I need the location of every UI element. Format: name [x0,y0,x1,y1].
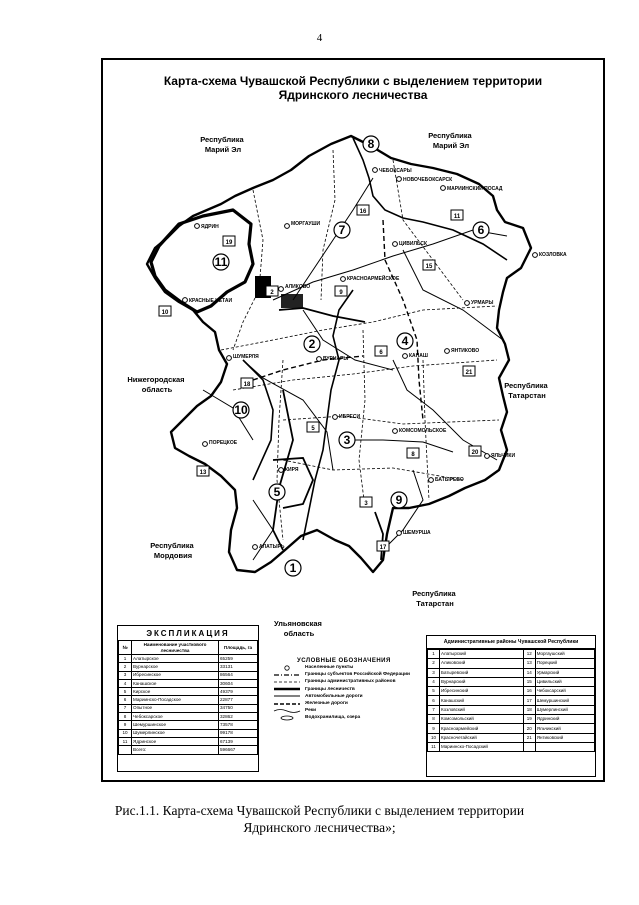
svg-text:5: 5 [273,485,281,499]
forestry-number-2 [304,336,320,352]
svg-text:9: 9 [395,493,403,507]
svg-text:3: 3 [364,501,368,507]
svg-text:20: 20 [471,450,479,456]
legend-item: Водохранилища, озера [273,714,421,721]
forestry-number-3 [339,432,355,448]
town-label: ШЕМУРША [403,530,431,536]
svg-text:21: 21 [465,370,473,376]
district-number-9 [335,286,347,296]
legend-item: Железные дороги [273,700,421,707]
svg-text:10: 10 [161,310,169,316]
svg-text:6: 6 [477,223,485,237]
federal-border-line-icon [273,672,301,678]
map-frame [101,58,605,782]
table-row: 3 Батыревский 14 Урмарский [428,668,595,677]
town-label: ИБРЕСИ [339,414,361,420]
figure-caption [0,802,639,836]
district-number-20 [469,446,481,456]
town-label: МОРГАУШИ [291,221,321,227]
svg-text:2: 2 [308,337,316,351]
table-row: 4 Канашское 30604 [119,679,258,687]
table-row: 8 Чебоксарское 32862 [119,713,258,721]
district-number-3 [360,497,372,507]
table-total-row: Всего: 596667 [119,746,258,754]
district-border-line-icon [273,679,301,685]
table-row: 11 Мариинско-Посадский [428,742,595,751]
railways [253,220,423,420]
table-row: 1 Алатырский 12 Моргаушский [428,650,595,659]
town-label: ПОРЕЦКОЕ [209,440,238,446]
table-row: 8 Комсомольский 19 Ядринский [428,715,595,724]
svg-text:19: 19 [225,240,233,246]
town-label: АЛИКОВО [285,284,311,290]
district-number-17 [377,541,389,551]
district-number-5 [307,422,319,432]
svg-text:15: 15 [425,264,433,270]
admin-districts-grid [427,649,595,752]
table-row: 1 Алатырское 65259 [119,655,258,663]
svg-text:9: 9 [339,290,343,296]
forestry-number-4 [397,333,413,349]
explication-table [117,625,259,772]
col-header: Площадь, га [219,641,258,655]
rivers [243,138,507,540]
svg-text:5: 5 [311,426,315,432]
legend-item: Границы административных районов [273,678,421,685]
col-header: № [119,641,132,655]
forestry-boundaries [273,308,383,560]
table-row: 5 Кирское 49379 [119,688,258,696]
lake-symbol-icon [273,715,301,721]
table-row: 2 Вурнарское 33131 [119,663,258,671]
admin-districts-table [426,635,596,777]
table-row: 5 Ибресинский 16 Чебоксарский [428,687,595,696]
town-label: ВУРНАРЫ [323,356,349,362]
page-number: 4 [316,32,323,44]
explication-title: ЭКСПЛИКАЦИЯ [146,629,230,638]
district-number-16 [357,205,369,215]
svg-text:13: 13 [199,470,207,476]
table-row: 4 Вурнарский 15 Цивильский [428,677,595,686]
label-nizhny-novgorod: Нижегородская область [127,375,185,394]
table-row: 7 Опытное 34750 [119,704,258,712]
town-label: ЯДРИН [201,224,219,230]
district-number-21 [463,366,475,376]
forestry-number-1 [285,560,301,576]
table-row: 3 Ибресинское 86564 [119,671,258,679]
svg-text:10: 10 [234,403,248,417]
town-label: УРМАРЫ [471,300,494,306]
label-mari-el-right: Республика Марий Эл [428,131,472,150]
label-ulyanovsk: Ульяновская область [273,619,322,638]
svg-text:1: 1 [289,561,297,575]
town-label: КОМСОМОЛЬСКОЕ [399,428,447,434]
district-number-6 [375,346,387,356]
svg-text:8: 8 [411,452,415,458]
svg-text:7: 7 [338,223,346,237]
river-line-icon [273,708,301,714]
town-label: МАРИИНСКИЙ ПОСАД [447,186,503,192]
town-label: АЛАТЫРЬ [259,544,285,550]
district-number-13 [197,466,209,476]
map-legend [273,658,421,748]
table-row: 11 Ядринское 67139 [119,737,258,745]
caption-line1: Рис.1.1. Карта-схема Чувашской Республики с выделением территории [114,803,525,818]
town-label: ЧЕБОКСАРЫ [379,168,412,174]
table-row: 9 Шемуршинское 73578 [119,721,258,729]
railway-line-icon [273,701,301,707]
town-label: ШУМЕРЛЯ [233,354,259,360]
explication-grid [118,640,258,755]
table-row: 6 Мариинско-Посадское 22877 [119,696,258,704]
town-label: БАТЫРЕВО [435,477,464,483]
forestry-number-7 [334,222,350,238]
forestry-border-line-icon [273,686,301,692]
town-label: КОЗЛОВКА [539,252,567,258]
legend-item: Границы лесничеств [273,686,421,693]
legend-item: Автомобильные дороги [273,693,421,700]
map-title-line1: Карта-схема Чувашской Республики с выделением территории [163,74,543,88]
table-row: 9 Красноармейский 20 Яльчикский [428,724,595,733]
legend-title: УСЛОВНЫЕ ОБОЗНАЧЕНИЯ [297,658,391,664]
svg-text:11: 11 [453,214,461,220]
svg-text:11: 11 [214,255,228,269]
svg-text:16: 16 [359,209,367,215]
town-label: ЦИВИЛЬСК [399,241,428,247]
svg-text:8: 8 [367,137,375,151]
table-row: 2 Аликовский 13 Порецкий [428,659,595,668]
legend-item: Населенные пункты [273,664,421,671]
district-number-15 [423,260,435,270]
label-mari-el-left: Республика Марий Эл [200,135,244,154]
table-row: 7 Козловский 18 Шумерлинский [428,705,595,714]
district-number-11 [451,210,463,220]
district-number-19 [223,236,235,246]
table-row: 10 Шумерлинское 99178 [119,729,258,737]
svg-text:3: 3 [343,433,351,447]
label-tatarstan-bottom: Республика Татарстан [412,589,456,608]
svg-text:2: 2 [270,290,274,296]
svg-text:4: 4 [401,334,409,348]
town-label: КАНАШ [409,353,428,359]
table-row: 10 Красночетайский 21 Янтиковский [428,733,595,742]
legend-item: Границы субъектов Российской Федерации [273,671,421,678]
svg-text:6: 6 [379,350,383,356]
forestry-number-5 [269,484,285,500]
district-number-8 [407,448,419,458]
town-label: КРАСНЫЕ ЧЕТАИ [189,298,233,304]
map-title-line2: Ядринского лесничества [278,88,428,102]
forestry-number-11 [213,254,229,270]
town-label: ЯНТИКОВО [451,348,480,354]
district-number-18 [241,378,253,388]
district-number-10 [159,306,171,316]
settlement-symbol-icon [273,665,301,671]
district-number-2 [266,286,278,296]
col-header: Наименование участкового лесничества [132,641,219,655]
republic-outline [147,136,531,572]
svg-text:17: 17 [379,545,387,551]
town-label: КРАСНОАРМЕЙСКОЕ [347,276,400,282]
town-label: ЯЛЬЧИКИ [491,453,516,459]
road-line-icon [273,693,301,699]
legend-item: Реки [273,707,421,714]
dark-forest-block [281,294,303,308]
forestry-number-8 [363,136,379,152]
svg-text:18: 18 [243,382,251,388]
table-row: 6 Канашский 17 Шемуршинский [428,696,595,705]
forestry-number-6 [473,222,489,238]
label-mordovia: Республика Мордовия [150,541,194,560]
label-tatarstan-right: Республика Татарстан [504,381,548,400]
forestry-number-9 [391,492,407,508]
caption-line2: Ядринского лесничества»; [243,820,396,835]
forestry-number-10 [233,402,249,418]
admin-districts-title: Административные районы Чувашской Республики [427,636,595,649]
town-label: КИРЯ [285,467,299,473]
town-label: НОВОЧЕБОКСАРСК [403,177,453,183]
